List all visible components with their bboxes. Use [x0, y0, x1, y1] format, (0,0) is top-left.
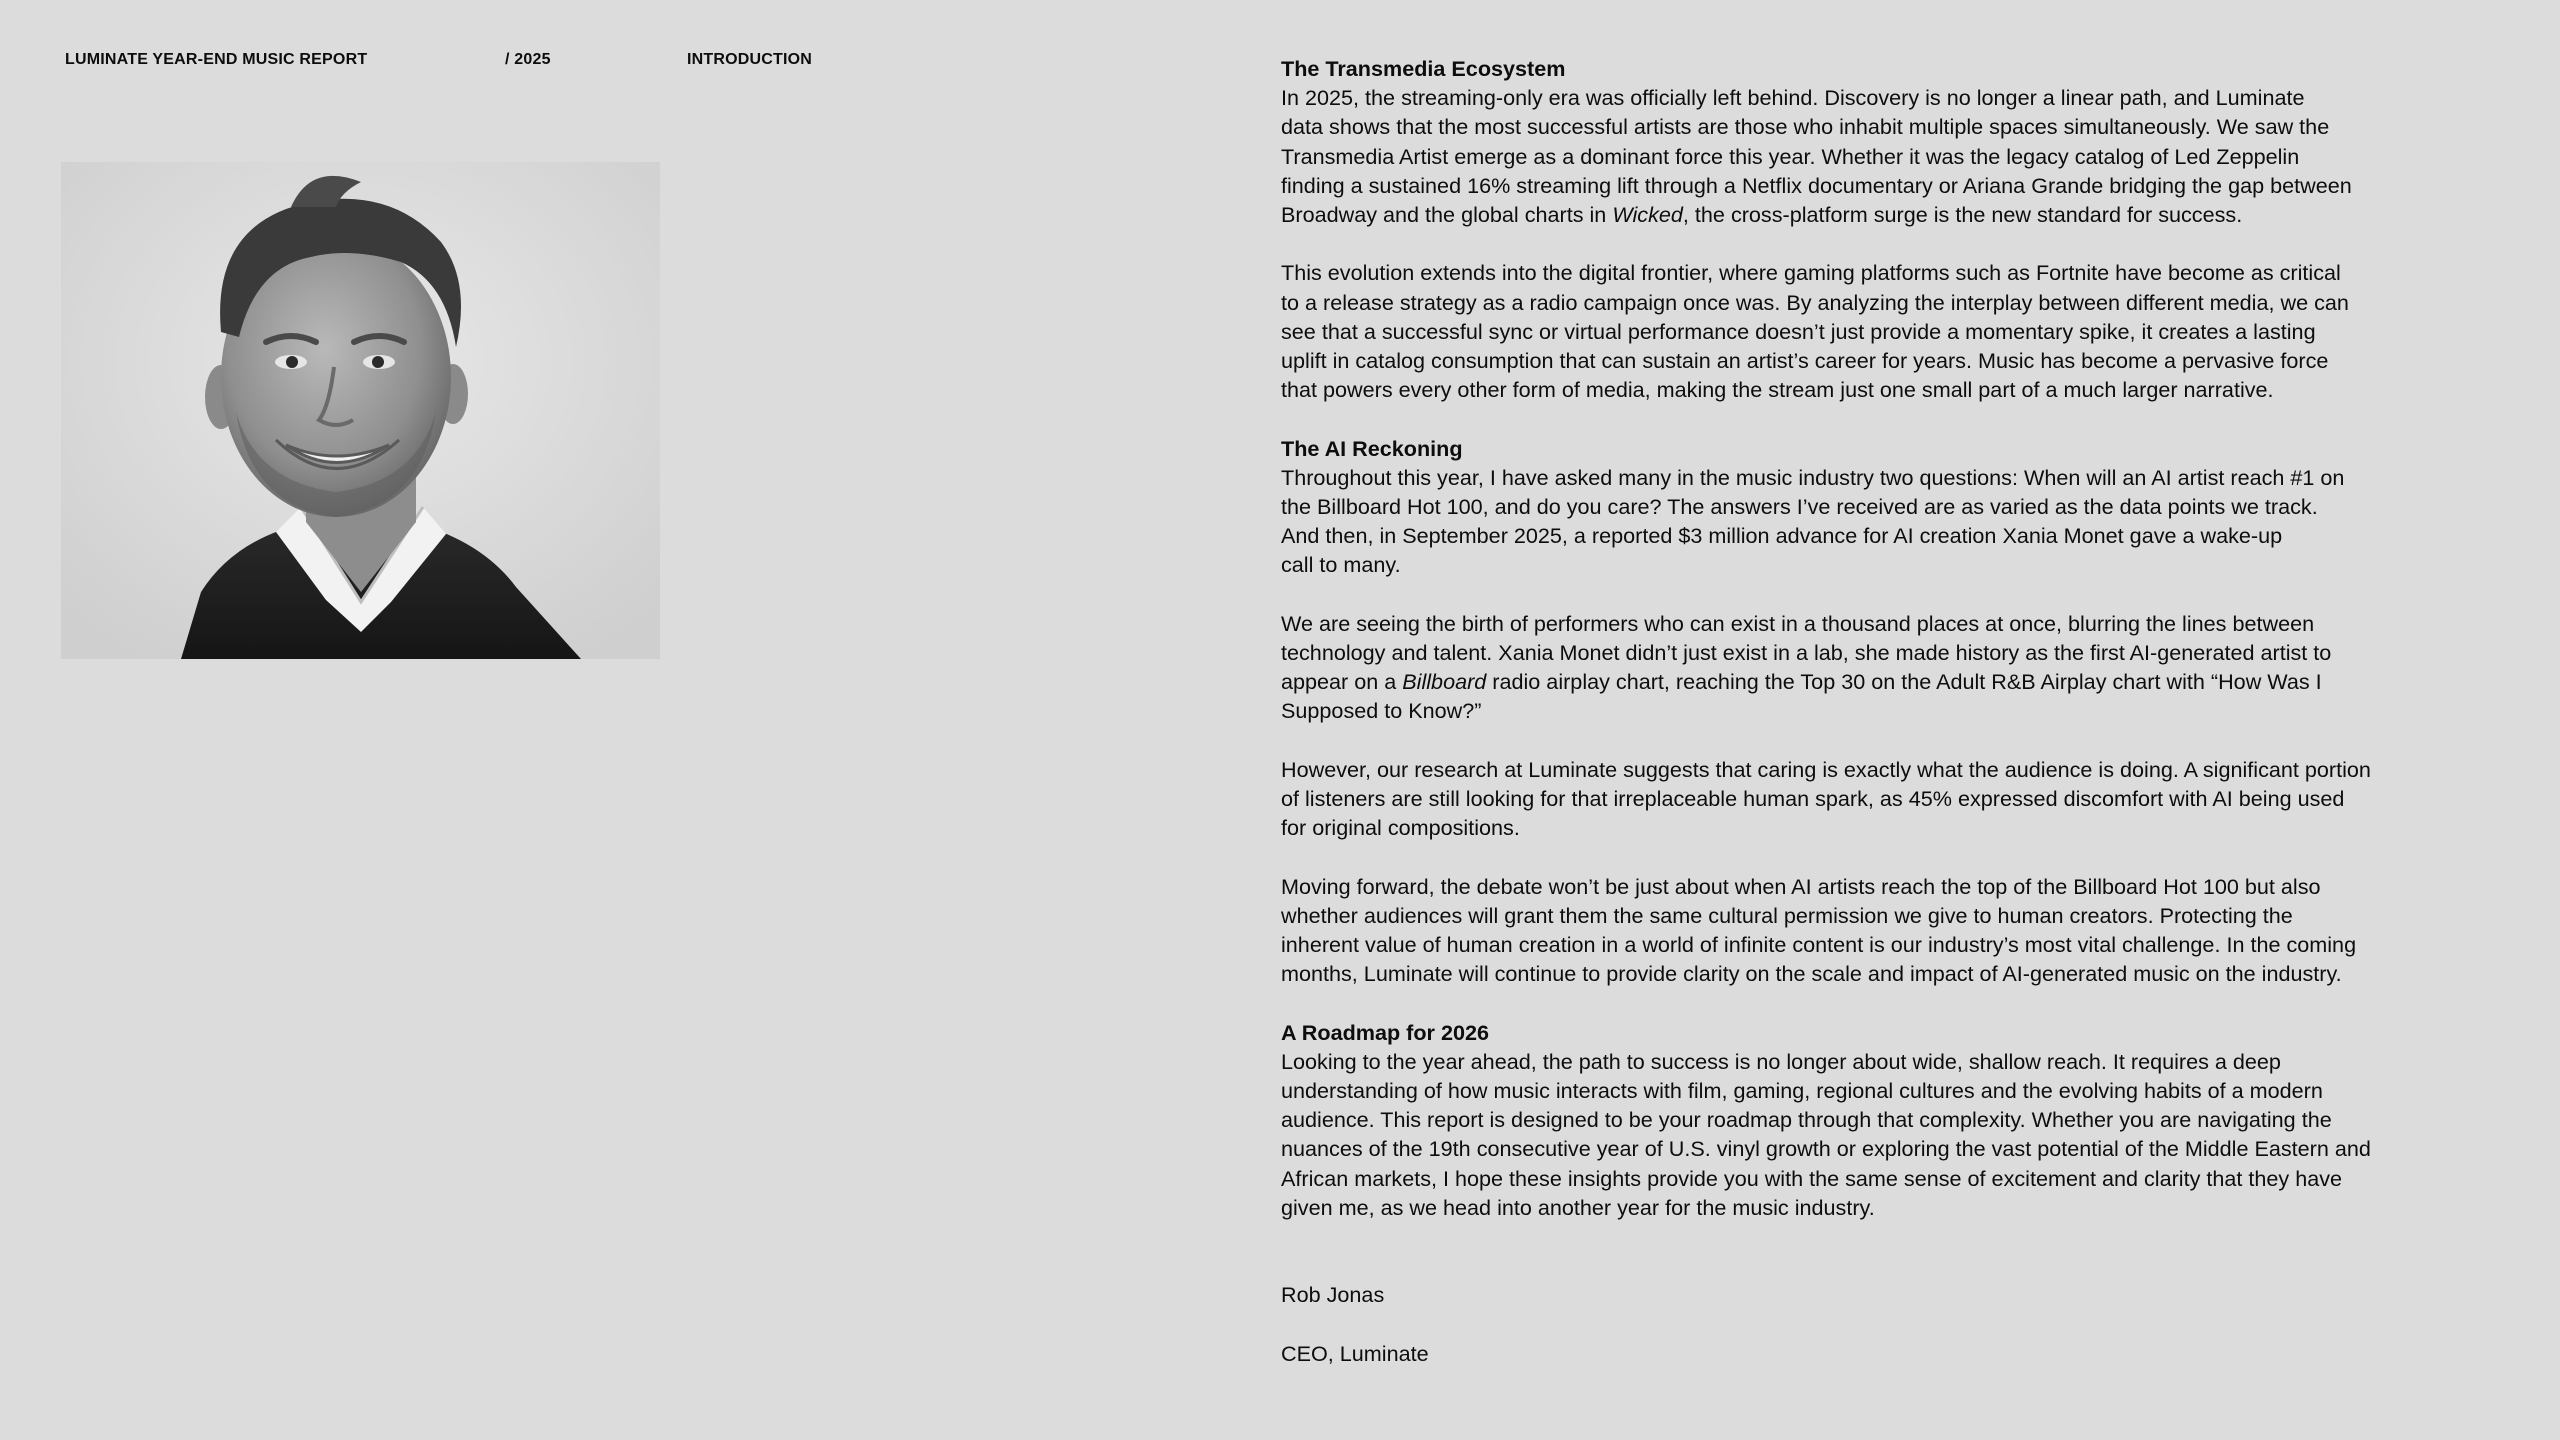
ai-paragraph-4: Moving forward, the debate won’t be just about when AI artists reach the top of the Billboard Hot 100 but also whether audiences will grant them the same cultural permission we give to human creators. Protecting the inherent value of human creation in a world of infinite content is our industry’s most vital challenge. In the coming months, Luminate will continue to provide clarity on the scale and impact of AI-generated music on the industry. — [1281, 873, 2357, 987]
ai-p2-text-a: We are seeing the birth of performers who can exist in a thousand places at once, blurring the lines between technology and talent. Xania Monet didn’t just exist in a lab, she made history as the first AI-generated artist to appear on a — [1281, 610, 2332, 695]
roadmap-paragraph-1: Looking to the year ahead, the path to success is no longer about wide, shallow reach. It requires a deep understanding of how music interacts with film, gaming, regional cultures and the evolving habits of a modern audience. This report is designed to be your roadmap through that complexity. Whether you are navigating the nuances of the 19th consecutive year of U.S. vinyl growth or exploring the vast potential of the Middle Eastern and African markets, I hope these insights provide you with the same sense of excitement and clarity that they have given me, as we head into another year for the music industry. — [1281, 1048, 2371, 1220]
heading-roadmap: A Roadmap for 2026 — [1281, 1019, 1489, 1045]
transmedia-paragraph-1 — [1281, 83, 2481, 229]
ai-paragraph-3: However, our research at Luminate suggests that caring is exactly what the audience is doing. A significant portion of listeners are still looking for that irreplaceable human spark, as 45% expressed discomfort with AI being used for original compositions. — [1281, 756, 2371, 841]
ai-paragraph-2 — [1281, 609, 2481, 726]
transmedia-paragraph-2: This evolution extends into the digital frontier, where gaming platforms such as Fortnite have become as critical to a release strategy as a radio campaign once was. By analyzing the interplay between different media, we can see that a successful sync or virtual performance doesn’t just provide a momentary spike, it creates a lasting uplift in catalog consumption that can sustain an artist’s career for years. Music has become a pervasive force that powers every other form of media, making the stream just one small part of a much larger narrative. — [1281, 260, 2349, 403]
report-title: LUMINATE YEAR-END MUSIC REPORT — [65, 51, 368, 68]
report-year: / 2025 — [505, 51, 551, 68]
ai-p2-text-b: radio airplay chart, reaching the Top 30 on the Adult R&B Airplay chart with “How Was I Supposed to Know?” — [1281, 669, 2322, 724]
transmedia-p1-text-b: , the cross-platform surge is the new standard for success. — [1682, 202, 2243, 228]
ceo-portrait — [61, 162, 660, 659]
signature — [1281, 1251, 2481, 1397]
ai-paragraph-1: Throughout this year, I have asked many in the music industry two questions: When will an AI artist reach #1 on the Billboard Hot 100, and do you care? The answers I’ve received are as varied as the data points we track. And then, in September 2025, a reported $3 million advance for AI creation Xania Monet gave a wake-up call to many. — [1281, 464, 2345, 578]
signature-name: Rob Jonas — [1281, 1282, 1385, 1308]
wicked-title: Wicked — [1612, 202, 1683, 228]
billboard-title: Billboard — [1402, 669, 1487, 695]
introduction-article — [1281, 54, 2481, 1397]
signature-title: CEO, Luminate — [1281, 1340, 1429, 1366]
heading-ai-reckoning: The AI Reckoning — [1281, 435, 1463, 461]
section-label: INTRODUCTION — [687, 51, 813, 68]
transmedia-p1-text-a: In 2025, the streaming-only era was officially left behind. Discovery is no longer a linear path, and Luminate data shows that the most successful artists are those who inhabit multiple spaces simultaneously. We saw the Transmedia Artist emerge as a dominant force this year. Whether it was the legacy catalog of Led Zeppelin finding a sustained 16% streaming lift through a Netflix documentary or Ariana Grande bridging the gap between Broadway and the global charts in — [1281, 85, 2352, 228]
heading-transmedia: The Transmedia Ecosystem — [1281, 56, 1566, 81]
